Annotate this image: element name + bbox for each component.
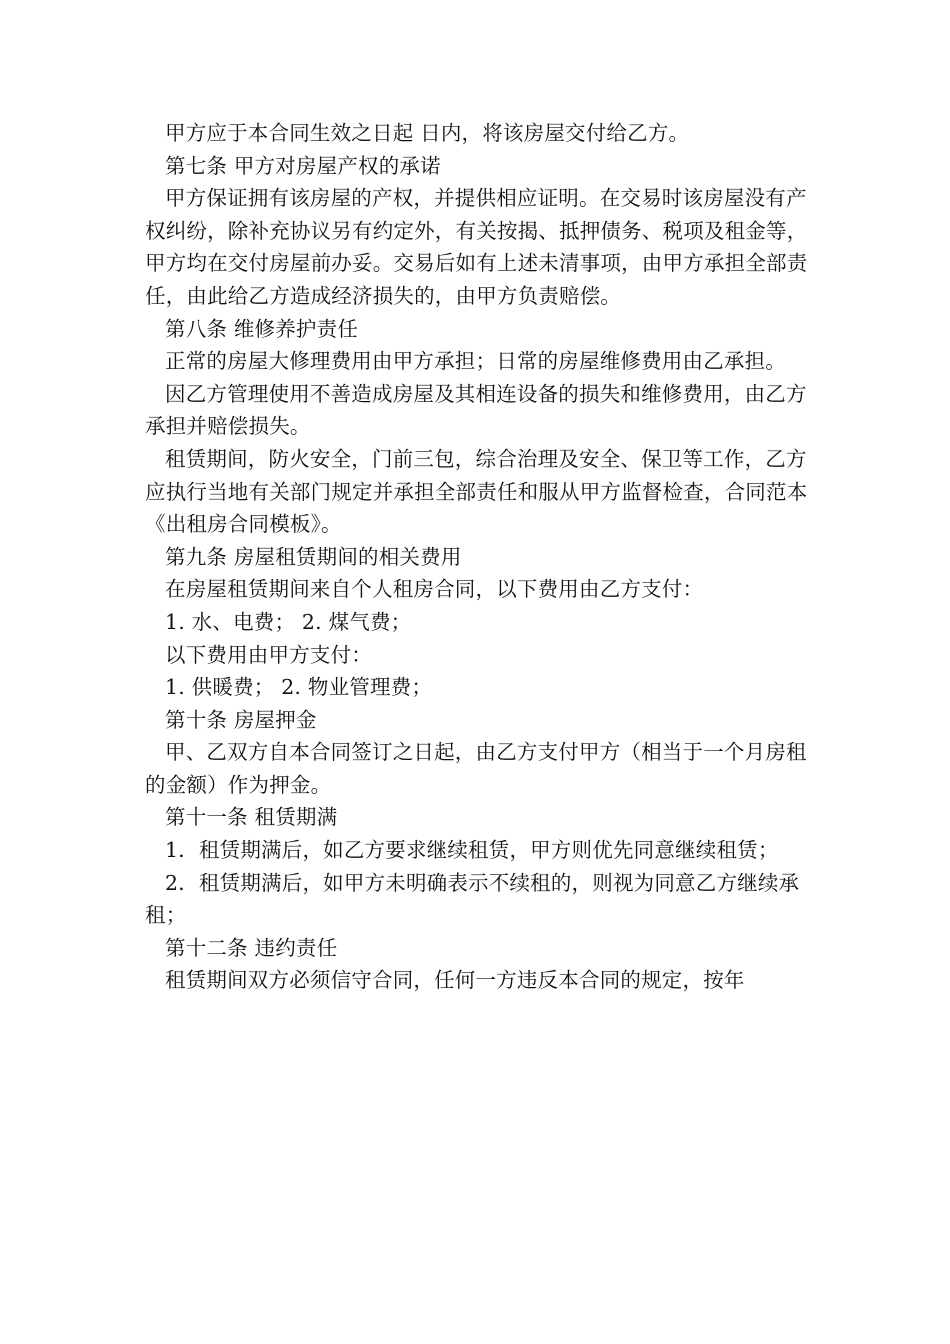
article-8-body-3: 租赁期间，防火安全，门前三包，综合治理及安全、保卫等工作，乙方应执行当地有关部门规定并承担全部责任和服从甲方监督检查，合同范本《出租房合同模板》。 (145, 446, 808, 537)
article-10-heading: 第十条 房屋押金 (165, 707, 317, 732)
article-10-body: 甲、乙双方自本合同签订之日起，由乙方支付甲方（相当于一个月房租的金额）作为押金。 (145, 740, 807, 797)
article-7-body: 甲方保证拥有该房屋的产权，并提供相应证明。在交易时该房屋没有产权纠纷，除补充协议另有约定外，有关按揭、抵押债务、税项及租金等，甲方均在交付房屋前办妥。交易后如有上述未清事项，由甲方承担全部责任，由此给乙方造成经济损失的，由甲方负责赔偿。 (145, 186, 808, 308)
article-7-heading: 第七条 甲方对房屋产权的承诺 (165, 153, 441, 178)
article-9-list-2: 1. 供暖费； 2. 物业管理费； (165, 675, 433, 700)
article-8-body-2: 因乙方管理使用不善造成房屋及其相连设备的损失和维修费用，由乙方承担并赔偿损失。 (145, 381, 807, 439)
document-body (145, 117, 825, 997)
article-9-heading: 第九条 房屋租赁期间的相关费用 (165, 544, 462, 569)
paragraph-delivery: 甲方应于本合同生效之日起 日内，将该房屋交付给乙方。 (165, 121, 690, 145)
article-9-body-1: 在房屋租赁期间来自个人租房合同，以下费用由乙方支付： (165, 577, 704, 602)
article-12-body: 租赁期间双方必须信守合同，任何一方违反本合同的规定，按年 (165, 968, 745, 993)
article-9-list-1: 1. 水、电费； 2. 煤气费； (165, 609, 412, 634)
article-11-item-2: 2．租赁期满后，如甲方未明确表示不续租的，则视为同意乙方继续承租； (145, 870, 800, 928)
article-8-body-1: 正常的房屋大修理费用由甲方承担；日常的房屋维修费用由乙承担。 (165, 349, 786, 374)
article-12-heading: 第十二条 违约责任 (165, 935, 338, 960)
article-8-heading: 第八条 维修养护责任 (165, 316, 359, 341)
article-11-heading: 第十一条 租赁期满 (165, 805, 338, 830)
article-11-item-1: 1．租赁期满后，如乙方要求继续租赁，甲方则优先同意继续租赁； (165, 838, 779, 863)
article-9-body-2: 以下费用由甲方支付： (165, 642, 372, 667)
